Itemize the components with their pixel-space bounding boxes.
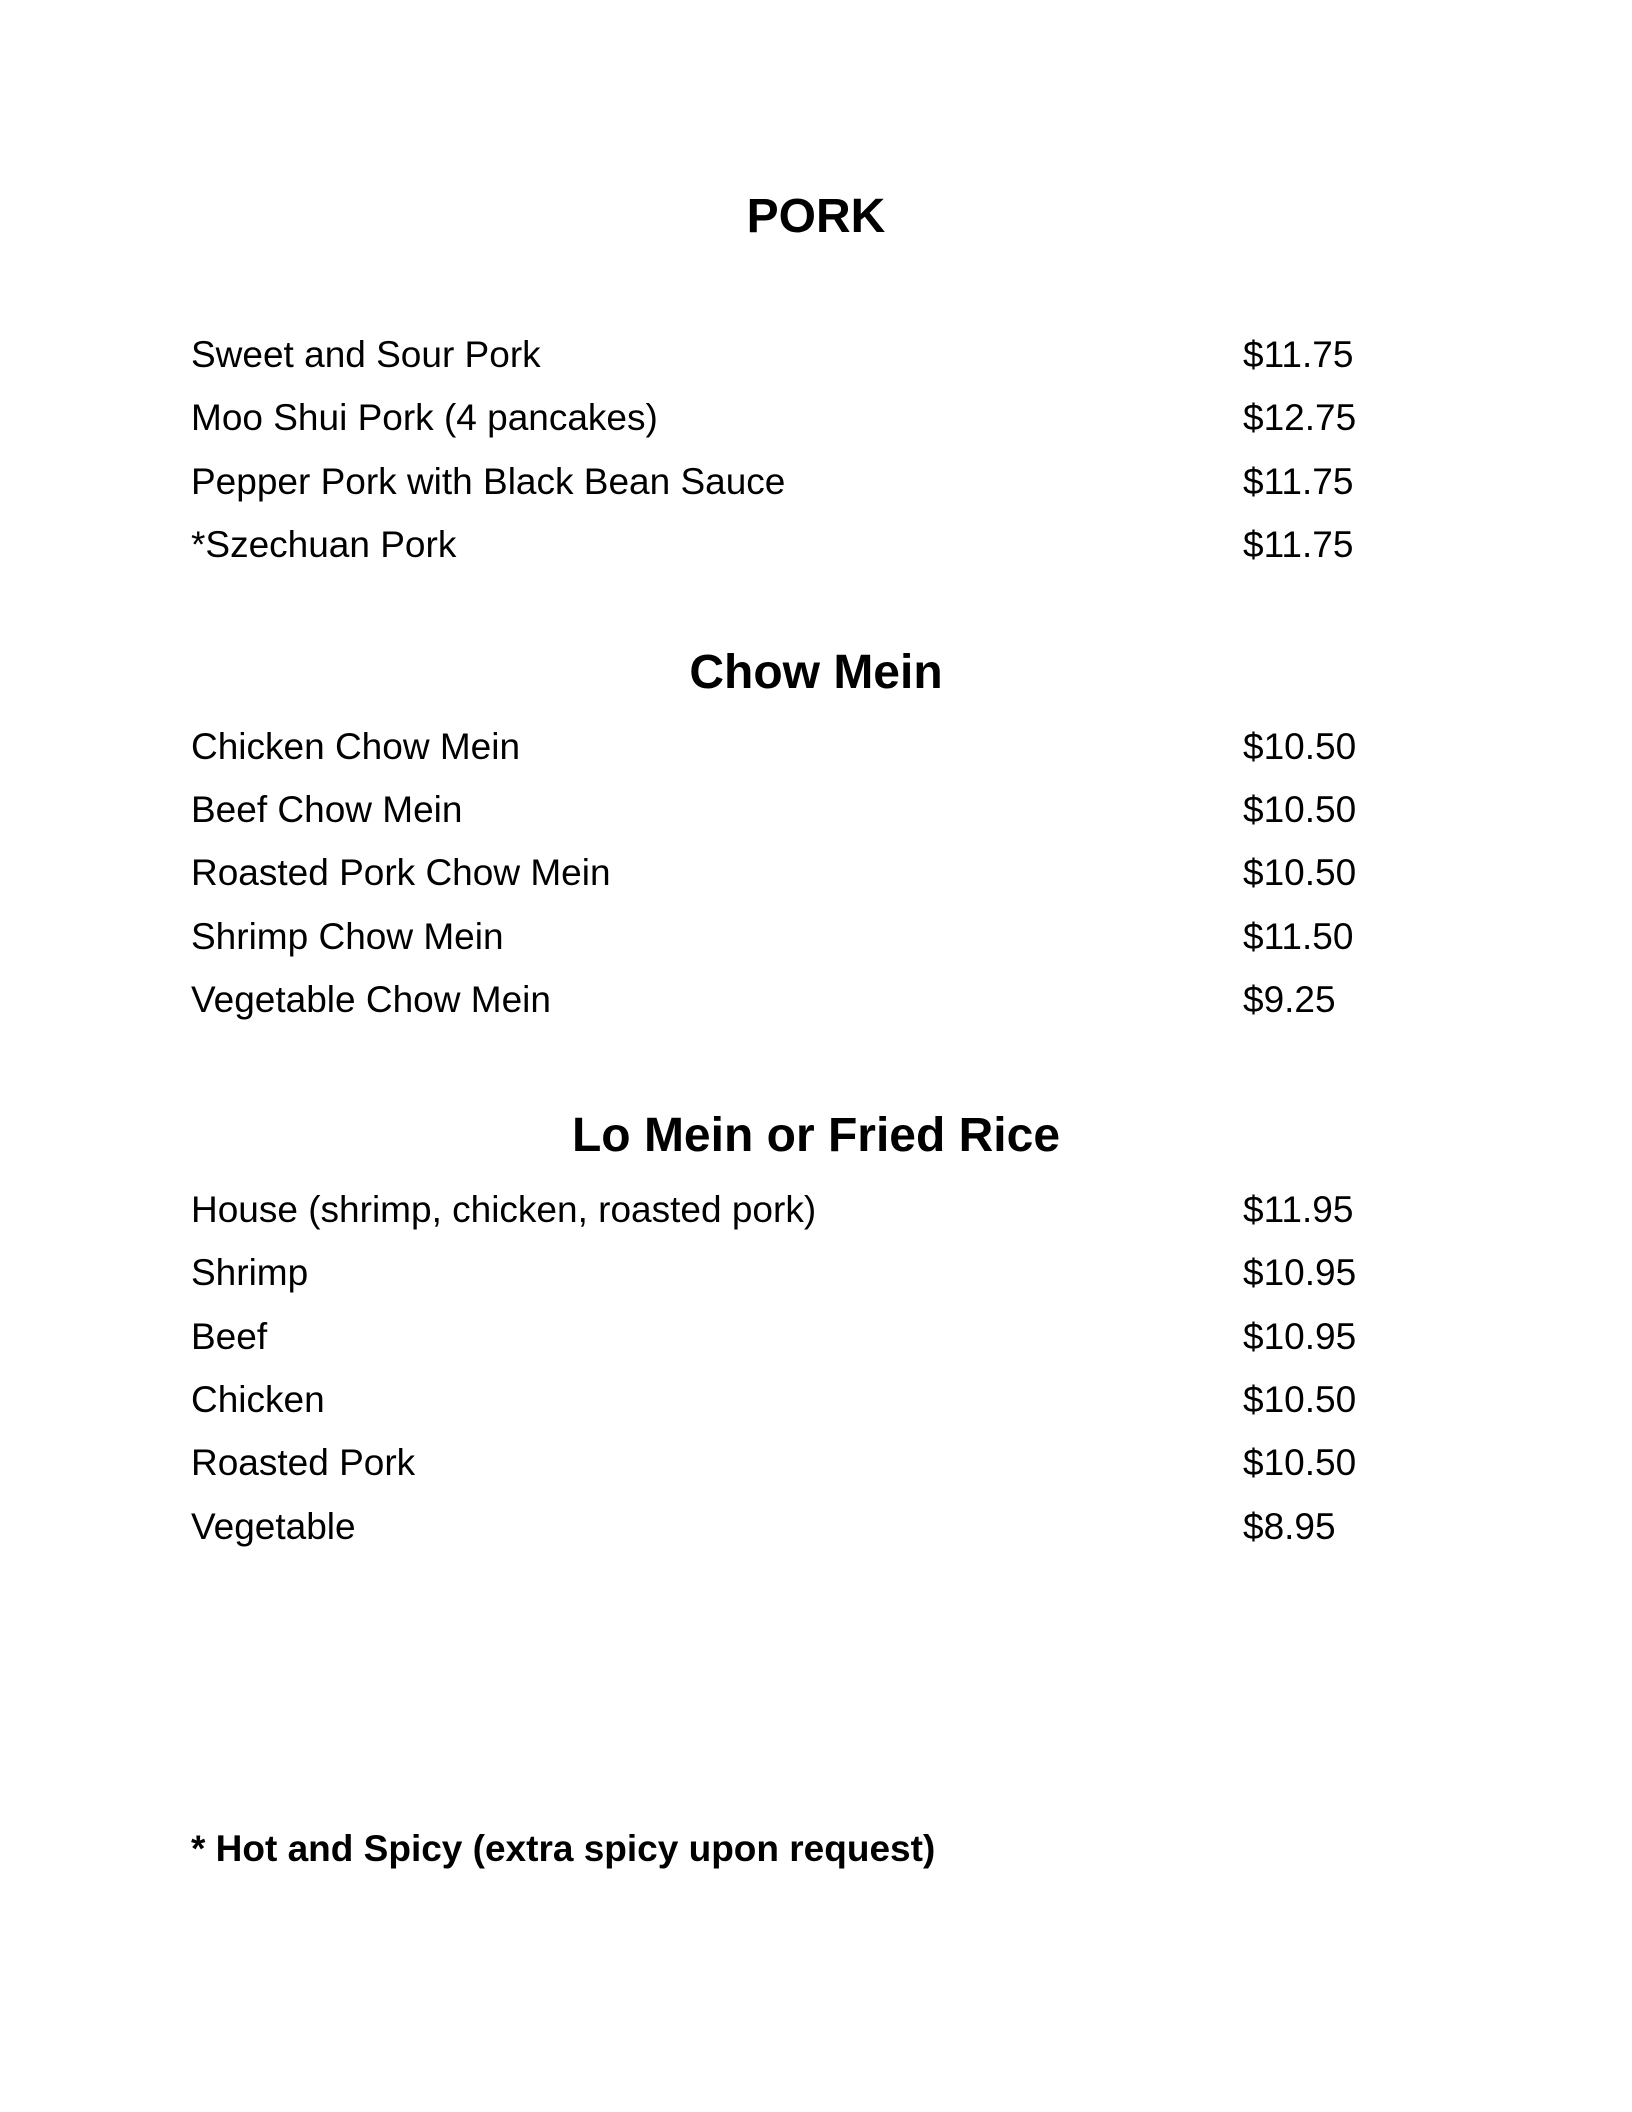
section-title-pork: PORK [746,190,886,243]
item-name: House (shrimp, chicken, roasted pork) [191,1189,817,1230]
spicy-footnote: * Hot and Spicy (extra spicy upon request) [191,1828,936,1869]
item-price: $12.75 [1243,397,1357,438]
item-name: Vegetable [191,1506,356,1547]
item-price: $9.25 [1243,979,1336,1020]
item-price: $11.75 [1243,334,1354,375]
item-name: Beef [191,1316,268,1357]
menu-item [191,1312,1391,1362]
menu-item [191,1375,1391,1425]
item-name: Sweet and Sour Pork [191,334,541,375]
item-name: Chicken [191,1379,325,1420]
item-name: Chicken Chow Mein [191,726,521,767]
menu-item [191,393,1391,443]
item-name: Beef Chow Mein [191,789,463,830]
menu-item [191,848,1391,898]
item-price: $10.50 [1243,789,1357,830]
item-name: Roasted Pork Chow Mein [191,852,611,893]
item-price: $10.50 [1243,1442,1357,1483]
menu-item [191,785,1391,835]
menu-item [191,520,1391,570]
item-price: $10.95 [1243,1316,1357,1357]
menu-item [191,330,1391,380]
item-price: $10.50 [1243,726,1357,767]
menu-item [191,1248,1391,1298]
item-price: $11.75 [1243,461,1354,502]
item-name: *Szechuan Pork [191,524,457,565]
menu-item [191,1438,1391,1488]
menu-item [191,1185,1391,1235]
item-name: Moo Shui Pork (4 pancakes) [191,397,658,438]
item-name: Vegetable Chow Mein [191,979,551,1020]
item-name: Pepper Pork with Black Bean Sauce [191,461,786,502]
section-title-lo-mein-fried-rice: Lo Mein or Fried Rice [571,1109,1061,1162]
item-price: $8.95 [1243,1506,1336,1547]
item-price: $10.50 [1243,1379,1357,1420]
item-price: $10.50 [1243,852,1357,893]
item-price: $11.75 [1243,524,1354,565]
menu-item [191,912,1391,962]
menu-item [191,1502,1391,1552]
item-price: $11.95 [1243,1189,1354,1230]
menu-item [191,975,1391,1025]
item-price: $10.95 [1243,1252,1357,1293]
item-name: Shrimp Chow Mein [191,916,504,957]
section-title-chow-mein: Chow Mein [689,646,943,699]
menu-item [191,722,1391,772]
item-price: $11.50 [1243,916,1354,957]
menu-item [191,457,1391,507]
item-name: Shrimp [191,1252,309,1293]
item-name: Roasted Pork [191,1442,416,1483]
